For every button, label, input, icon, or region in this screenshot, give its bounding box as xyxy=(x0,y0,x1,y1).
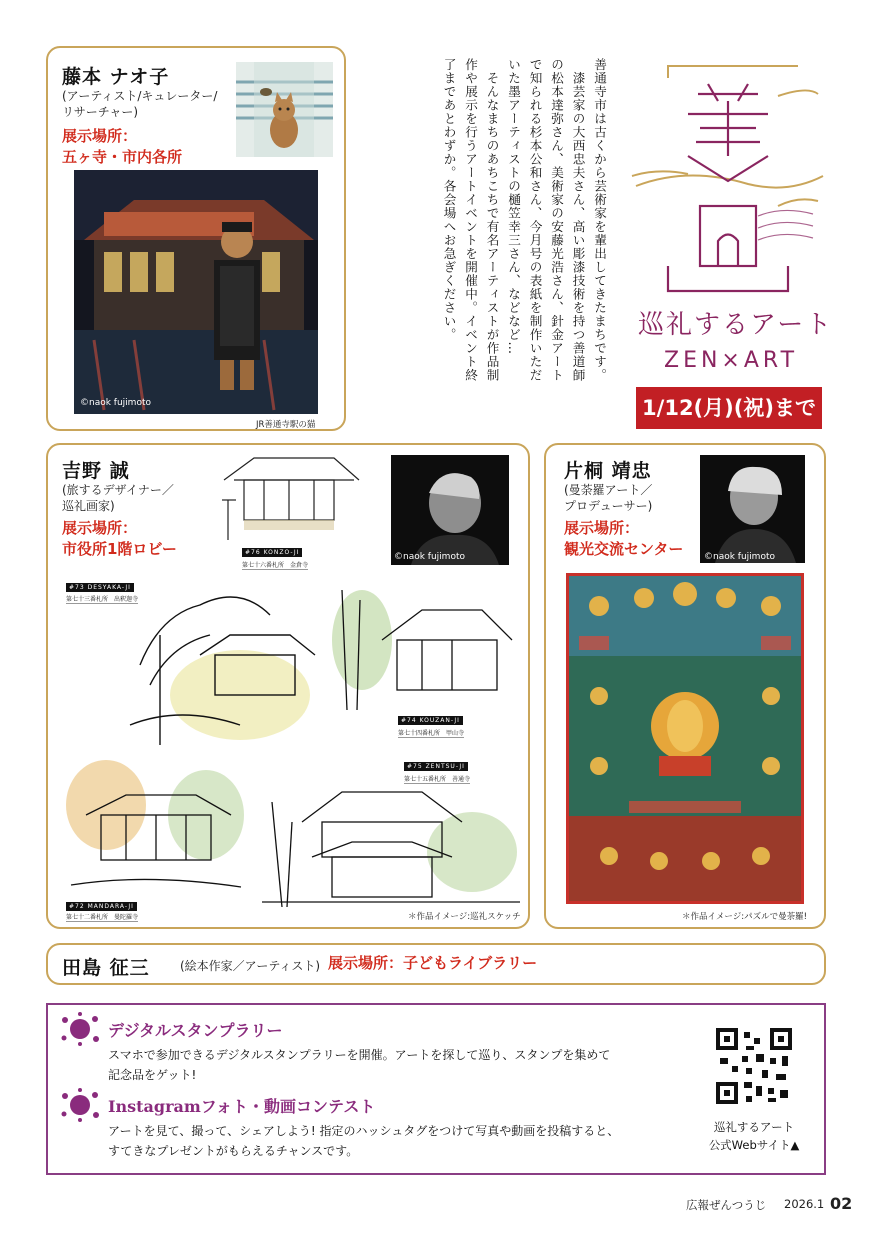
event-title-stamp-rally: デジタルスタンプラリー xyxy=(108,1021,283,1040)
artist-name: 吉野 誠 xyxy=(62,460,130,482)
artist-portrait-cat xyxy=(236,62,333,157)
event-end-date-badge: 1/12(月)(祝)まで xyxy=(636,387,822,429)
artist-role: (旅するデザイナー／ 巡礼画家) xyxy=(62,483,174,513)
sketch-zentsu-ji xyxy=(262,782,520,912)
artist-venue: 展示場所： 市役所1階ロビー xyxy=(62,519,177,558)
event-title-instagram: Instagramフォト・動画コンテスト xyxy=(108,1097,376,1116)
sketch-label: #73 DESYAKA-JI xyxy=(66,583,134,592)
sketch-label: #74 KOUZAN-JI xyxy=(398,716,463,725)
sketch-konzo-ji xyxy=(214,450,364,545)
artwork-mandala xyxy=(566,573,804,904)
photo-credit: ©naok fujimoto xyxy=(80,398,151,408)
sketch-sublabel: 第七十六番札所 金倉寺 xyxy=(242,562,309,569)
artist-venue: 展示場所：子どもライブラリー xyxy=(328,954,538,972)
sketch-sublabel: 第七十三番札所 出釈迦寺 xyxy=(66,596,139,603)
sketch-sublabel: 第七十四番札所 甲山寺 xyxy=(398,730,465,737)
artist-venue: 展示場所： 観光交流センター xyxy=(564,519,684,558)
qr-label: 巡礼するアート 公式Webサイト▲ xyxy=(708,1120,800,1152)
artist-venue: 展示場所： 五ヶ寺・市内各所 xyxy=(62,127,183,166)
sketch-sublabel: 第七十五番札所 善通寺 xyxy=(404,776,471,783)
qr-code-icon[interactable] xyxy=(716,1028,792,1104)
logo-zen-art: ZEN×ART xyxy=(664,348,799,373)
splash-icon xyxy=(60,1012,100,1046)
event-body-stamp-rally: スマホで参加できるデジタルスタンプラリーを開催。アートを探して巡り、スタンプを集めて 記念品をゲット! xyxy=(108,1048,611,1082)
event-logo-mark xyxy=(628,56,828,296)
artwork-caption: JR善通寺駅の猫 xyxy=(256,420,316,430)
artwork-caption: ＊作品イメージ:巡礼スケッチ xyxy=(408,912,521,922)
sketch-desyaka-ji xyxy=(120,575,320,750)
artist-name: 田島 征三 xyxy=(62,957,150,979)
sketch-label: #75 ZENTSU-JI xyxy=(404,762,468,771)
sketch-sublabel: 第七十二番札所 曼陀羅寺 xyxy=(66,914,139,921)
artist-role: (アーティスト/キュレーター/ リサーチャー) xyxy=(62,89,218,119)
artist-portrait-photo xyxy=(391,455,509,565)
photo-credit: ©naok fujimoto xyxy=(394,552,465,562)
page-number: 02 xyxy=(830,1194,853,1213)
artwork-caption: ＊作品イメージ:パズルで曼荼羅! xyxy=(682,912,808,922)
artist-role: (曼荼羅アート／ プロデューサー) xyxy=(564,483,653,513)
intro-text: 善通寺市は古くから芸術家を輩出してきたまちです。 漆芸家の大西忠夫さん、高い彫漆技術を持つ善道師の松本達弥さん、美術家の安藤光浩さん、針金アートで知られる杉本公和さん、今月号の表紙を制作いただいた墨アーティストの樋笠幸三さん、などなど… そんなまちのあちこちで有名アーティストが作品制作や展示を行うアートイベントを開催中。イベント終了まであとわずか。各会場へお急ぎください。 xyxy=(441,58,607,382)
sketch-kouzan-ji xyxy=(322,580,517,715)
sketch-mandara-ji xyxy=(66,755,244,900)
artist-name: 片桐 靖忠 xyxy=(564,460,652,482)
footer-issue: 2026.1 xyxy=(784,1197,825,1211)
logo-subtitle: 巡礼するアート xyxy=(638,310,834,340)
photo-credit: ©naok fujimoto xyxy=(704,552,775,562)
event-body-instagram: アートを見て、撮って、シェアしよう! 指定のハッシュタグをつけて写真や動画を投稿すると、 すてきなプレゼントがもらえるチャンスです。 xyxy=(108,1124,620,1158)
sketch-label: #72 MANDARA-JI xyxy=(66,902,137,911)
artwork-station-cat xyxy=(74,170,318,414)
artist-portrait-photo xyxy=(700,455,805,563)
artist-name: 藤本 ナオ子 xyxy=(62,66,170,88)
footer-publication: 広報ぜんつうじ xyxy=(686,1198,767,1212)
artist-role: (絵本作家／アーティスト) xyxy=(180,959,321,973)
splash-icon xyxy=(60,1088,100,1122)
sketch-label: #76 KONZO-JI xyxy=(242,548,302,557)
